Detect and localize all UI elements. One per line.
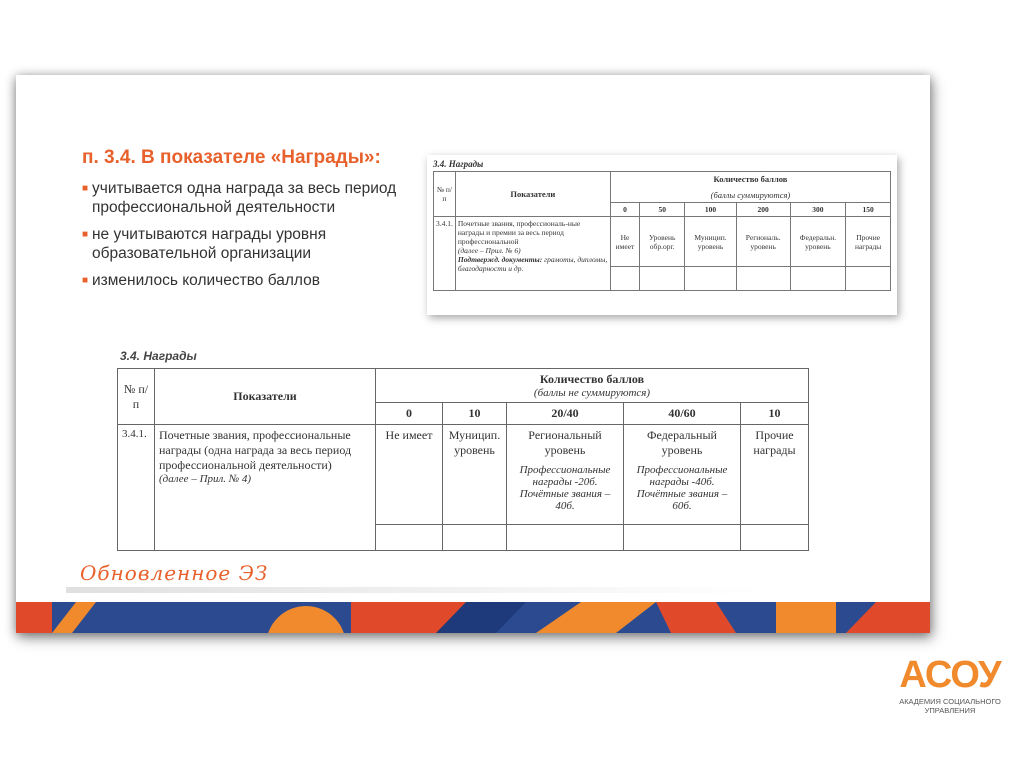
new-empty-cell (443, 525, 507, 551)
slide (16, 75, 930, 633)
new-score: 0 (376, 403, 443, 425)
old-level: Региональ. уровень (736, 217, 790, 267)
new-table-title: 3.4. Награды (120, 349, 197, 363)
bullet-marker-icon: ■ (82, 229, 89, 240)
old-row-indicator: Почетные звания, профессиональ-ные награды и премии за весь период профессиональной (далее – Прил. № 6) Подтвержд. документы: грамоты, дипломы, благодарности и др. (455, 217, 610, 291)
new-col-indicator: Показатели (155, 369, 376, 425)
old-score: 200 (736, 203, 790, 217)
old-empty-cell (640, 267, 685, 291)
new-awards-table (117, 368, 809, 551)
old-col-indicator: Показатели (455, 172, 610, 217)
new-score: 10 (741, 403, 809, 425)
updated-label: Обновленное ЭЗ (80, 561, 269, 585)
new-score: 40/60 (624, 403, 741, 425)
old-score: 0 (610, 203, 639, 217)
bullet-marker-icon: ■ (82, 183, 89, 194)
band-shape (776, 602, 836, 633)
old-level: Федеральн. уровень (790, 217, 846, 267)
divider (66, 587, 766, 593)
new-row-num: 3.4.1. (118, 425, 155, 551)
old-score: 150 (846, 203, 891, 217)
old-awards-table (427, 155, 897, 315)
bullet-item: ■ не учитываются награды уровня образовательной организации (82, 226, 327, 262)
new-empty-cell (376, 525, 443, 551)
bullet-item: ■ изменилось количество баллов (82, 272, 320, 289)
new-level: Муницип. уровень (443, 425, 507, 525)
new-empty-cell (741, 525, 809, 551)
bullet-list (82, 179, 412, 298)
old-empty-cell (790, 267, 846, 291)
old-empty-cell (846, 267, 891, 291)
new-empty-cell (507, 525, 624, 551)
logo-mark: АСОУ (899, 654, 1001, 696)
new-row-indicator: Почетные звания, профессиональные награды (одна награда за весь период профессиональной деятельности) (далее – Прил. № 4) (155, 425, 376, 551)
old-level: Не имеет (610, 217, 639, 267)
old-level: Уровень обр.орг. (640, 217, 685, 267)
old-table-title: 3.4. Награды (433, 159, 484, 169)
old-score: 100 (685, 203, 736, 217)
logo-caption: АКАДЕМИЯ СОЦИАЛЬНОГО УПРАВЛЕНИЯ (899, 697, 1001, 715)
new-level-regional: Региональный уровень Профессиональные награды -20б. Почётные звания – 40б. (507, 425, 624, 525)
slide-heading: п. 3.4. В показателе «Награды»: (82, 147, 381, 168)
old-score: 50 (640, 203, 685, 217)
decorative-band-shapes (16, 602, 930, 633)
band-shape (16, 602, 52, 633)
old-empty-cell (685, 267, 736, 291)
new-level-federal: Федеральный уровень Профессиональные награды -40б. Почётные звания – 60б. (624, 425, 741, 525)
new-level: Прочие награды (741, 425, 809, 525)
new-score: 20/40 (507, 403, 624, 425)
new-col-num: № п/п (118, 369, 155, 425)
old-empty-cell (610, 267, 639, 291)
new-score: 10 (443, 403, 507, 425)
old-score: 300 (790, 203, 846, 217)
asou-logo (880, 655, 1020, 715)
old-col-points: Количество баллов (баллы суммируются) (610, 172, 890, 203)
old-col-num: № п/п (434, 172, 456, 217)
bullet-marker-icon: ■ (82, 275, 89, 286)
old-row-num: 3.4.1. (434, 217, 456, 291)
new-col-points: Количество баллов (баллы не суммируются) (376, 369, 809, 403)
old-level: Муницип. уровень (685, 217, 736, 267)
old-level: Прочие награды (846, 217, 891, 267)
bullet-item: ■ учитывается одна награда за весь период профессиональной деятельности (82, 180, 397, 216)
new-table (117, 368, 809, 551)
old-table (433, 171, 891, 291)
new-level: Не имеет (376, 425, 443, 525)
new-empty-cell (624, 525, 741, 551)
decorative-band (16, 602, 930, 633)
old-empty-cell (736, 267, 790, 291)
